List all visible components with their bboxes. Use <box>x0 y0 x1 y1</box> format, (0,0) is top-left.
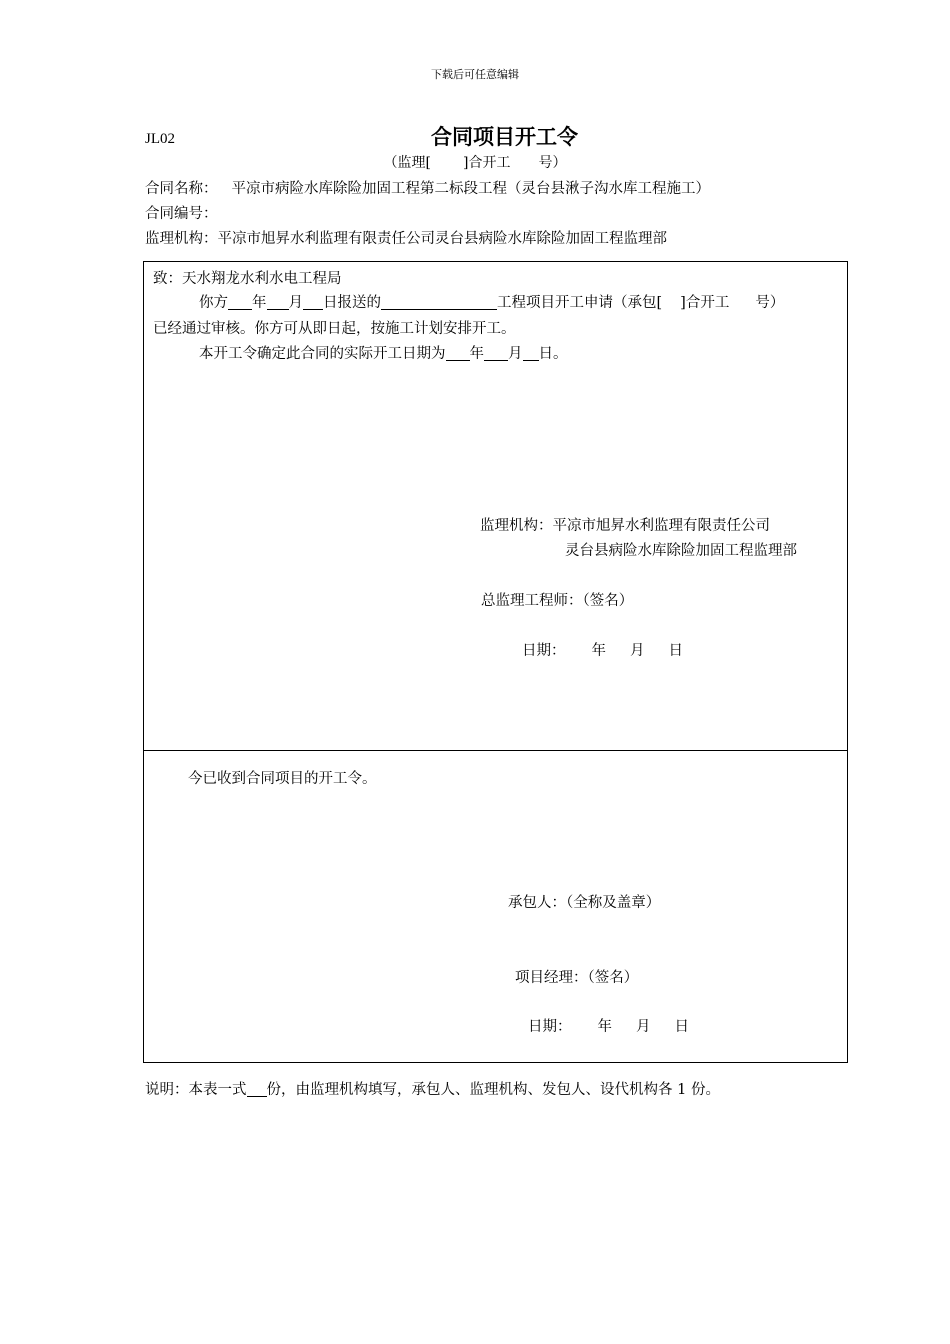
sign-org-line1 <box>480 514 770 535</box>
start-day-blank <box>523 345 539 361</box>
p1-day: 日报送的 <box>323 295 381 311</box>
p1-year: 年 <box>252 295 267 311</box>
supervisor-org-value: 平凉市旭昇水利监理有限责任公司灵台县病险水库除险加固工程监理部 <box>217 231 667 247</box>
year-blank <box>228 294 252 310</box>
p1-part-f: ]合开工 <box>680 295 730 311</box>
p1-part-a: 你方 <box>199 295 228 311</box>
subtitle-end: 号） <box>538 155 567 171</box>
p1-month: 月 <box>288 295 303 311</box>
contract-name-row <box>145 177 710 198</box>
form-code: JL02 <box>145 131 175 147</box>
footnote <box>145 1078 720 1099</box>
day-blank <box>303 294 323 310</box>
p1-part-g: 号） <box>755 295 785 311</box>
sign-org-label: 监理机构： <box>480 518 553 534</box>
page-title: 合同项目开工令 <box>431 125 578 149</box>
date-day: 日 <box>668 643 683 659</box>
supervisor-org-label: 监理机构： <box>145 231 218 247</box>
recipient-line: 致：天水翔龙水利水电工程局 <box>153 271 342 287</box>
start-year-blank <box>446 345 470 361</box>
contract-number-label: 合同编号： <box>145 206 218 222</box>
section-divider <box>144 750 847 751</box>
contractor-date <box>528 1015 689 1036</box>
project-blank <box>381 294 497 310</box>
manager-signature: 项目经理：（签名） <box>515 970 639 986</box>
header-note: 下载后可任意编辑 <box>431 68 519 81</box>
submission-paragraph <box>199 291 784 312</box>
supervisor-date <box>522 639 683 660</box>
date-label: 日期： <box>528 1019 572 1035</box>
p1-part-e: 工程项目开工申请（承包[ <box>497 295 663 311</box>
copies-blank <box>247 1081 267 1097</box>
supervisor-org-row <box>145 227 667 248</box>
sign-org-line2: 灵台县病险水库除险加固工程监理部 <box>565 543 797 559</box>
date-label: 日期： <box>522 643 566 659</box>
date-day: 日 <box>674 1019 689 1035</box>
start-month-blank <box>484 345 508 361</box>
p2-month: 月 <box>508 346 523 362</box>
date-month: 月 <box>630 643 645 659</box>
form-box <box>143 261 848 1063</box>
subtitle-open: （监理[ <box>383 155 431 171</box>
p2-part-a: 本开工令确定此合同的实际开工日期为 <box>199 346 446 362</box>
chief-engineer-signature: 总监理工程师：（签名） <box>481 593 634 609</box>
received-line: 今已收到合同项目的开工令。 <box>188 771 377 787</box>
date-month: 月 <box>636 1019 651 1035</box>
note-part-b: 份，由监理机构填写，承包人、监理机构、发包人、设代机构各 1 份。 <box>266 1082 720 1098</box>
contract-number-row <box>145 202 218 223</box>
start-date-paragraph <box>199 342 568 363</box>
subtitle-mid: ]合开工 <box>463 155 511 171</box>
month-blank <box>267 294 289 310</box>
date-year: 年 <box>597 1019 612 1035</box>
sign-org-name: 平凉市旭昇水利监理有限责任公司 <box>552 518 770 534</box>
contract-name-label: 合同名称： <box>145 181 218 197</box>
note-part-a: 说明：本表一式 <box>145 1082 247 1098</box>
contractor-signature: 承包人：（全称及盖章） <box>508 895 661 911</box>
approval-line: 已经通过审核。你方可从即日起，按施工计划安排开工。 <box>153 321 516 337</box>
date-year: 年 <box>591 643 606 659</box>
p2-year: 年 <box>469 346 484 362</box>
contract-name-value: 平凉市病险水库除险加固工程第二标段工程（灵台县湫子沟水库工程施工） <box>231 181 710 197</box>
subtitle <box>0 152 950 172</box>
p2-day: 日。 <box>538 346 568 362</box>
